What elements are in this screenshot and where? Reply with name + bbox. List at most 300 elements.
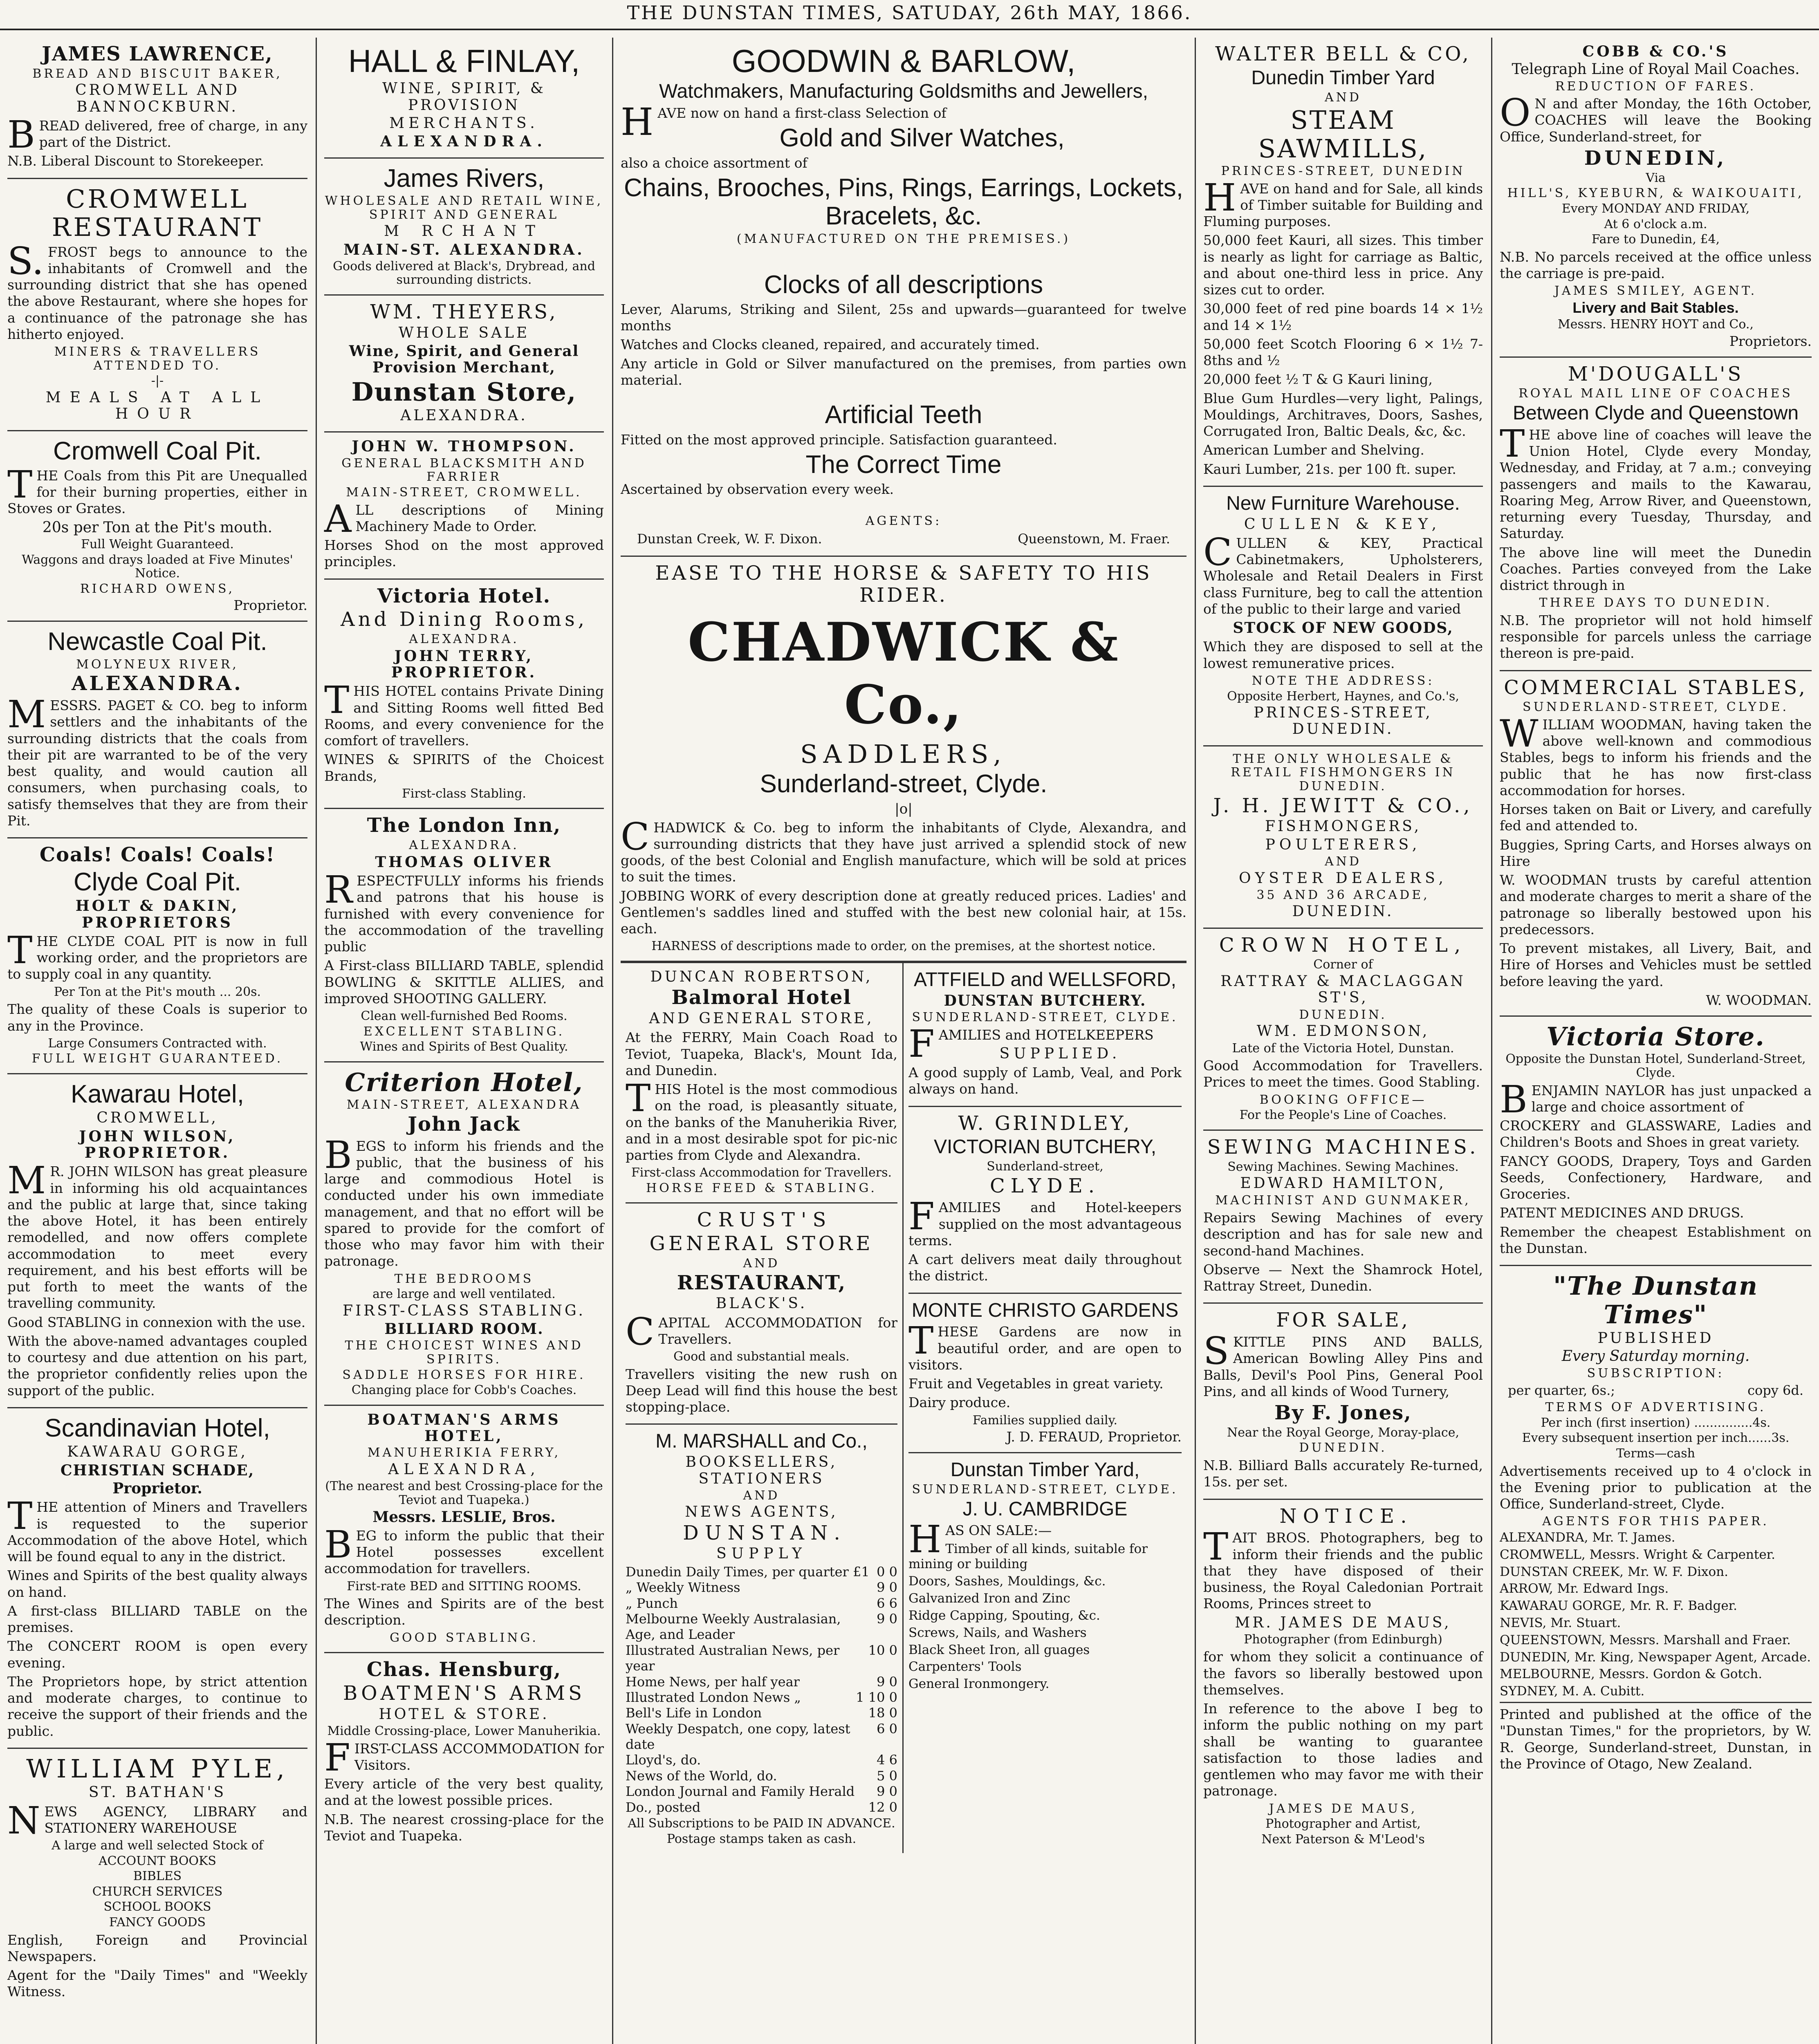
ad-newcastle-coal-pit [7,622,307,838]
ad-line: THE BEDROOMS [394,1271,534,1286]
route: Between Clyde and Queenstown [1512,402,1799,424]
trade: POULTERERS, [1265,836,1421,853]
ad-line: Horses Shod on the most approved principles. [324,537,604,570]
ad-title: Kawarau Hotel, [71,1080,244,1108]
store-name: Dunstan Store, [351,377,577,407]
ad-line: The CONCERT ROOM is open every evening. [7,1638,307,1671]
ad-line: A first-class BILLIARD TABLE on the premises. [7,1602,307,1635]
ad-line: Which they are disposed to sell at the lowest remunerative prices. [1203,639,1483,671]
ad-line: Families supplied daily. [972,1413,1118,1428]
ad-body: NEWS AGENCY, LIBRARY and STATIONERY WAREHOUSE [7,1798,307,1842]
destination: DUNEDIN, [1584,146,1727,170]
list-item: ARROW, Mr. Edward Ings. [1500,1581,1669,1596]
advertiser-name: Chas. Hensburg, [366,1658,562,1681]
headline: STOCK OF NEW GOODS, [1233,619,1453,637]
proprietor-name: RICHARD OWENS, [80,581,235,596]
ad-body: BREAD delivered, free of charge, in any part of the District. [7,112,307,157]
price-list [626,1564,897,1815]
ad-title: Scandinavian Hotel, [45,1414,270,1442]
list-item: ACCOUNT BOOKS [98,1853,216,1868]
ad-for-sale [1203,1304,1483,1499]
ad-line: Ascertained by observation every week. [621,481,894,498]
place: KAWARAU GORGE, [67,1443,248,1461]
place: ST. BATHAN'S [88,1784,227,1801]
ad-line: NOTE THE ADDRESS: [1252,673,1435,688]
ad-wm-theyers [324,296,604,433]
ad-line: Per inch (first insertion) ...............4s. [1541,1415,1771,1430]
column-4 [1196,38,1490,2044]
column-3 [613,38,1194,2044]
ad-title: SEWING MACHINES. [1207,1135,1479,1159]
ad-line: Horses taken on Bait or Livery, and carefully fed and attended to. [1500,801,1812,834]
trade: OYSTER DEALERS, [1238,870,1448,887]
ad-line: 20,000 feet ½ T & G Kauri lining, [1203,371,1433,388]
ad-line: MEALS AT ALL HOUR [45,389,269,423]
ad-line: Via [1646,170,1666,185]
price-row [626,1596,897,1611]
list-item: MELBOURNE, Messrs. Gordon & Gotch. [1500,1667,1763,1682]
list-item: Doors, Sashes, Mouldings, &c. [908,1574,1106,1589]
ad-note: N.B. Billiard Balls accurately Re-turned, 15s. per set. [1203,1457,1483,1490]
proprietor-name: WM. EDMONSON, [1256,1023,1430,1040]
price-item: Bell's Life in London [626,1705,762,1721]
ad-dunstan-timber-yard [908,1453,1182,1699]
ad-line: Buggies, Spring Carts, and Horses always on Hire [1500,836,1812,869]
headline: Clocks of all descriptions [764,270,1043,299]
trade: Wine, Spirit, and General Provision Merchant, [349,343,579,377]
ad-title: CROWN HOTEL, [1219,933,1467,957]
ad-line: All Subscriptions to be PAID IN ADVANCE. [628,1816,895,1831]
ad-line: EXCELLENT STABLING. [363,1024,565,1039]
advertiser-name: WALTER BELL & CO, [1215,43,1471,65]
ad-line: With the above-named advantages coupled to courtesy and due attention on his part, the proprietor confidently relies upon the support of the public. [7,1333,307,1399]
ad-note: (The nearest and best Crossing-place for the Teviot and Tuapeka.) [325,1479,603,1507]
ad-line: Clean well-furnished Bed Rooms. [361,1009,567,1024]
ad-line: English, Foreign and Provincial Newspapers. [7,1932,307,1964]
ad-body: ON and after Monday, the 16th October, COACHES will leave the Booking Office, Sunderland-street, for [1500,91,1812,145]
street: SUNDERLAND-STREET, CLYDE. [912,1010,1178,1024]
ad-body: S.FROST begs to announce to the inhabitants of Cromwell and the surrounding district that she has opened the above Restaurant, where she hopes for a continuance of the patronage she has hitherto enjoyed. [7,239,307,342]
agents-label: AGENTS FOR THIS PAPER. [1542,1514,1769,1529]
separator: -|- [151,374,164,388]
town: DUNEDIN. [1292,903,1394,920]
ad-m-marshall [626,1425,897,1853]
list-item: CROMWELL, Messrs. Wright & Carpenter. [1500,1547,1775,1562]
price-item: Weekly Despatch, one copy, latest date [626,1721,850,1753]
subscription-price: per quarter, 6s.; [1508,1383,1615,1399]
price-row [626,1674,897,1690]
ad-title: Victoria Store. [1546,1021,1765,1051]
ad-line: Good and substantial meals. [673,1349,850,1364]
separator: |o| [895,800,913,817]
column-2 [317,38,611,2044]
ad-line: Fitted on the most approved principle. Satisfaction guaranteed. [621,431,1057,448]
ad-criterion-hotel [324,1062,604,1406]
ad-line: At 6 o'clock a.m. [1604,217,1707,231]
ad-title: Criterion Hotel, [345,1067,583,1097]
price-value: 6 6 [877,1595,897,1611]
advertiser-name: EDWARD HAMILTON, [1240,1175,1446,1192]
town: ALEXANDRA. [72,672,243,695]
ad-cromwell-restaurant [7,179,307,431]
ad-line: Lever, Alarums, Striking and Silent, 25s and upwards—guaranteed for twelve months [621,301,1186,334]
ad-line: THREE DAYS TO DUNEDIN. [1539,596,1772,610]
ad-line: Every subsequent insertion per inch......3s. [1522,1431,1790,1446]
trade: SADDLERS, [800,739,1007,769]
proprietor-name: JOHN TERRY, PROPRIETOR. [391,647,537,681]
ad-line: The Proprietors hope, by strict attention and moderate charges, to continue to receive the support of their friends and the public. [7,1673,307,1739]
ad-title: Newcastle Coal Pit. [47,628,267,656]
ad-line: Travellers visiting the new rush on Deep Lead will find this house the best stopping-place. [626,1366,897,1415]
trade: WINE, SPIRIT, & PROVISION [382,80,546,114]
ad-title: BOATMEN'S ARMS [343,1682,585,1705]
price-value: 6 0 [877,1721,897,1737]
price-row [626,1721,897,1753]
column-5 [1492,38,1819,2044]
proprietor-name: W. WOODMAN. [1706,992,1812,1008]
ad-line: W. WOODMAN trusts by careful attention and moderate charges to merit a share of the patronage so liberally bestowed upon his predecessors. [1500,872,1812,937]
subscription-row [1508,1383,1803,1398]
connector: AND [743,1256,780,1271]
ad-line: also a choice assortment of [621,155,807,171]
ad-line: Large Consumers Contracted with. [48,1036,267,1051]
street: 35 AND 36 ARCADE, [1256,888,1430,902]
price-item: Illustrated London News „ [626,1689,801,1705]
slogan: EASE TO THE HORSE & SAFETY TO HIS RIDER. [655,562,1152,607]
ad-subtitle: Telegraph Line of Royal Mail Coaches. [1512,61,1800,78]
price-item: Do., posted [626,1799,701,1815]
ad-william-pyle [7,1749,307,2008]
proprietor-name: JOHN WILSON, PROPRIETOR. [79,1127,236,1162]
advertiser-name: M. MARSHALL and Co., [655,1430,868,1452]
trade: WHOLE SALE [398,324,530,341]
masthead-rule [0,29,1819,30]
ad-line: for whom they solicit a continuance of the favors so liberally bestowed upon themselves. [1203,1649,1483,1698]
agents-row [637,531,1170,547]
proprietor-name: J. U. CAMBRIDGE [962,1498,1128,1520]
ad-line: First-class Stabling. [402,786,526,801]
proprietor-role: Proprietor. [112,1479,202,1497]
price-row [626,1564,897,1580]
ad-duncan-robertson [626,963,897,1204]
sub-column-left [621,963,904,1853]
price-item: „ Punch [626,1595,678,1611]
ad-scandinavian-hotel [7,1408,307,1749]
price-row [626,1690,897,1705]
advertiser-name: MR. JAMES DE MAUS, [1235,1614,1451,1631]
place: Middle Crossing-place, Lower Manuherikia. [327,1724,601,1739]
advertiser-name: C R U S T ' S [697,1208,826,1232]
ad-hall-finlay [324,38,604,159]
ad-line: Photographer (from Edinburgh) [1244,1632,1442,1647]
trade: FISHMONGERS, [1265,818,1422,835]
masthead: THE DUNSTAN TIMES, SATUDAY, 26th MAY, 1866. [627,2,1192,24]
ad-body: FAMILIES and Hotel-keepers supplied on the most advantageous terms. [908,1195,1182,1248]
advertiser-name: WM. THEYERS, [370,300,558,324]
ad-body: THESE Gardens are now in beautiful order, and are open to visitors. [908,1319,1182,1373]
place: BLACK'S. [715,1295,807,1312]
ad-subtitle: HOTEL & STORE. [379,1706,550,1723]
ad-line: THE CHOICEST WINES AND SPIRITS. [345,1338,583,1367]
street: Sunderland-street, Clyde. [760,770,1047,798]
price-value: 9 0 [877,1580,897,1596]
street: RATTRAY & MACLAGGAN ST'S, [1220,973,1466,1006]
price-row [626,1752,897,1768]
ad-james-lawrence [7,38,307,179]
ad-line: SUPPLY [716,1545,807,1562]
ad-title: MONTE CHRISTO GARDENS [911,1299,1179,1321]
ad-line: First-class Accommodation for Travellers. [631,1165,892,1180]
ad-clyde-coal-pit [7,838,307,1074]
list-item: DUNSTAN CREEK, Mr. W. F. Dixon. [1500,1564,1729,1579]
ad-body: WILLIAM WOODMAN, having taken the above well-known and commodious Stables, begs to inform his friends and the public that he has now first-class accommodation for horses. [1500,711,1812,798]
ad-line: SADDLE HORSES FOR HIRE. [342,1367,586,1382]
ad-line: THE ONLY WHOLESALE & RETAIL FISHMONGERS IN DUNEDIN. [1231,751,1456,793]
ad-body: RESPECTFULLY informs his friends and patrons that his house is furnished with every convenience for the accommodation of the travelling public [324,868,604,955]
price-value: 9 0 [877,1611,897,1627]
ad-body: CHADWICK & Co. beg to inform the inhabitants of Clyde, Alexandra, and surrounding districts that they have just arrived a splendid stock of new goods, of the best Colonial and English manufacture, which will be sold at prices to suit the times. [621,814,1186,885]
place: Near the Royal George, Moray-place, [1227,1425,1460,1440]
ad-line: Any article in Gold or Silver manufactured on the premises, from parties own material. [621,355,1186,388]
list-item: BIBLES [133,1869,182,1884]
ad-line: Wines and Spirits of the best quality always on hand. [7,1567,307,1600]
ad-body: TAIT BROS. Photographers, beg to inform their friends and the public that they have disposed of their business, the Royal Caledonian Portrait Rooms, Princes street to [1203,1525,1483,1612]
ad-cromwell-coal-pit [7,431,307,622]
ad-line: Terms—cash [1616,1446,1696,1461]
price-value: 5 0 [877,1768,897,1784]
ad-title: CROMWELL RESTAURANT [52,184,263,242]
ad-subtitle: Sewing Machines. Sewing Machines. [1227,1159,1459,1174]
ad-line: BILLIARD ROOM. [384,1320,544,1338]
list-item: Carpenters' Tools [908,1659,1022,1674]
price-item: Illustrated Australian News, per year [626,1642,840,1674]
ad-note: N.B. The nearest crossing-place for the Teviot and Tuapeka. [324,1811,604,1844]
list-item: Black Sheet Iron, all guages [908,1642,1090,1657]
proprietor-name: THOMAS OLIVER [375,853,553,871]
ad-body: BEGS to inform his friends and the public, that the business of his large and commodious Hotel is conducted under his own immediate management, and that no effort will be spared to provide for the comfort of those who may favor him with their patronage. [324,1133,604,1269]
route: HILL'S, KYEBURN, & WAIKOUAITI, [1507,186,1804,201]
agent: Queenstown, M. Fraer. [1018,531,1170,547]
ad-line: Fruit and Vegetables in great variety. [908,1376,1164,1392]
street: MAIN-STREET, CROMWELL. [346,485,582,500]
town: ALEXANDRA. [409,632,519,647]
ad-boatmans-arms [324,1406,604,1653]
trade: NEWS AGENTS, [685,1504,838,1521]
place: MANUHERIKIA FERRY, [367,1446,561,1460]
ad-line: 50,000 feet Scotch Flooring 6 × 1½ 7-8ths and ½ [1203,336,1483,369]
ad-sewing-machines [1203,1131,1483,1304]
ad-title: Livery and Bait Stables. [1572,299,1739,316]
ad-victoria-hotel [324,580,604,809]
price-row [626,1768,897,1784]
ad-line: Good Accommodation for Travellers. Prices to meet the times. Good Stabling. [1203,1058,1483,1090]
price-value: 9 0 [877,1674,897,1690]
advertiser-name: CULLEN & KEY, [1244,515,1442,533]
ad-crusts-general-store [626,1204,897,1425]
ad-line: Photographer and Artist, [1265,1817,1421,1831]
ad-line: Corner of [1313,957,1373,972]
ad-note: N.B. Liberal Discount to Storekeeper. [7,153,264,169]
ad-jh-jewitt [1203,746,1483,929]
ad-body: HAS ON SALE:— [908,1517,1052,1562]
ad-line: American Lumber and Shelving. [1203,442,1424,458]
advertiser-name: JAMES LAWRENCE, [42,43,273,65]
ad-title: Dunstan Timber Yard, [950,1459,1140,1481]
ad-title: RESTAURANT, [677,1271,846,1294]
town: ALEXANDRA. [380,133,548,150]
ad-body: CAPITAL ACCOMMODATION for Travellers. [626,1309,897,1354]
ad-victoria-store [1500,1017,1812,1266]
ad-line: REDUCTION OF FARES. [1555,79,1756,94]
place: MOLYNEUX RIVER, [76,657,239,672]
ad-line: Waggons and drays loaded at Five Minutes' Notice. [22,552,293,581]
town: DUNEDIN. [1299,1441,1387,1455]
price-item: Lloyd's, do. [626,1752,701,1768]
ad-title: COMMERCIAL STABLES, [1504,676,1808,699]
ad-body: HAVE on hand and for Sale, all kinds of Timber suitable for Building and Fluming purposes. [1203,175,1483,230]
ad-title: Cromwell Coal Pit. [53,437,262,465]
ad-line: Every article of the very best quality, and at the lowest possible prices. [324,1776,604,1809]
ad-chas-hensburg [324,1653,604,1852]
ad-line: Full Weight Guaranteed. [81,537,234,551]
ad-note: N.B. No parcels received at the office unless the carriage is pre-paid. [1500,249,1812,281]
two-column-section [621,962,1186,1853]
list-item: Galvanized Iron and Zinc [908,1591,1070,1606]
ad-body: CULLEN & KEY, Practical Cabinetmakers, Upholsterers, Wholesale and Retail Dealers in First class Furniture, beg to call the attention of the public to their large and varied [1203,530,1483,617]
ad-line: Postage stamps taken as cash. [666,1831,857,1846]
proprietor-role: Proprietors. [1729,333,1812,349]
agent: Dunstan Creek, W. F. Dixon. [637,531,822,547]
ad-chadwick [621,557,1186,962]
trade: BREAD AND BISCUIT BAKER, [32,66,283,81]
ad-body: MR. JOHN WILSON has great pleasure in informing his old acquaintances and the public at large that, since taking the above Hotel, it has been entirely remodelled, and now offers complete accommodation to meet every requirement, and his best efforts will be put forth to meet the wants of the travelling community. [7,1159,307,1311]
ad-note: N.B. The proprietor will not hold himself responsible for parcels unless the carriage thereon is pre-paid. [1500,612,1812,661]
advertiser-name: DUNCAN ROBERTSON, [650,968,873,985]
ad-line: Changing place for Cobb's Coaches. [351,1383,577,1398]
place: Opposite the Dunstan Hotel, Sunderland-Street, Clyde. [1505,1052,1806,1080]
trade: WHOLESALE AND RETAIL WINE, SPIRIT AND GENERAL [325,194,603,222]
price-item: News of the World, do. [626,1768,777,1784]
ad-monte-christo [908,1294,1182,1454]
ad-title: Clyde Coal Pit. [73,867,242,896]
place: At the FERRY, Main Coach Road to Teviot, Tuapeka, Black's, Mount Ida, and Dunedin. [626,1029,897,1078]
ad-subtitle: And Dining Rooms, [341,608,588,631]
ad-body: BEG to inform the public that their Hotel possesses excellent accommodation for travellers. [324,1522,604,1577]
ad-line: Every MONDAY AND FRIDAY, [1561,201,1750,216]
town: D U N S T A N . [683,1521,840,1544]
subscription-copy: copy 6d. [1747,1383,1803,1399]
ad-line: PATENT MEDICINES AND DRUGS. [1500,1205,1744,1221]
ad-line: FULL WEIGHT GUARANTEED. [31,1051,283,1066]
ad-line: 30,000 feet of red pine boards 14 × 1½ and 14 × 1½ [1203,300,1483,333]
advertiser-name: By F. Jones, [1274,1401,1412,1425]
proprietor-name: Messrs. HENRY HOYT and Co., [1557,317,1754,332]
street: Sunderland-street, [987,1159,1104,1174]
ad-title: VICTORIAN BUTCHERY, [933,1136,1157,1158]
ad-line: A First-class BILLIARD TABLE, splendid BOWLING & SKITTLE ALLIES, and improved SHOOTING GALLERY. [324,957,604,1006]
advertiser-name: JOHN W. THOMPSON. [352,438,576,455]
ad-title: New Furniture Warehouse. [1226,492,1460,514]
town: ALEXANDRA, [388,1461,540,1478]
ad-line: JOBBING WORK of every description done at greatly reduced prices. Ladies' and Gentlemen's saddles lined and stuffed with the best new colonial hair, at 15s. each. [621,888,1186,937]
ad-line: Every Saturday morning. [1561,1348,1750,1365]
street: MAIN-STREET, ALEXANDRA [346,1098,582,1112]
price-value: 10 0 [868,1642,897,1658]
proprietor-name: J. D. FERAUD, Proprietor. [1006,1429,1182,1445]
street: SUNDERLAND-STREET, CLYDE. [1522,700,1789,715]
ad-body: SKITTLE PINS AND BALLS, American Bowling Alley Pins and Balls, Devil's Pool Pins, General Pool Pins, and all kinds of Wood Turnery, [1203,1329,1483,1399]
ad-line: Dairy produce. [908,1394,1011,1411]
ad-title: GENERAL STORE [649,1232,874,1255]
ad-title: STEAM SAWMILLS, [1258,105,1428,164]
ad-line: PUBLISHED [1597,1329,1714,1347]
ad-line: SUPPLIED. [999,1045,1121,1062]
column-1 [0,38,315,2044]
advertiser-name: J. H. JEWITT & CO., [1213,794,1473,817]
ad-body: FAMILIES and HOTELKEEPERS [908,1022,1154,1066]
headline: Artificial Teeth [825,401,982,429]
price-value: 0 0 [877,1564,897,1580]
advertiser-name: GOODWIN & BARLOW, [731,43,1076,79]
ad-london-inn [324,809,604,1062]
ad-title: N O T I C E . [1279,1504,1407,1528]
list-item: General Ironmongery. [908,1676,1050,1692]
connector: AND [1325,854,1361,869]
trade: MERCHANTS. [389,114,539,132]
price: Per Ton at the Pit's mouth ... 20s. [54,984,261,999]
price-value: 9 0 [877,1784,897,1800]
trade: Watchmakers, Manufacturing Goldsmiths and Jewellers, [659,81,1148,103]
ad-body: BENJAMIN NAYLOR has just unpacked a large and choice assortment of [1500,1077,1812,1121]
price-row [626,1611,897,1643]
list-item: SYDNEY, M. A. Cubitt. [1500,1684,1645,1699]
ad-body: ALL descriptions of Mining Machinery Made to Order. [324,497,604,541]
ad-line: The quality of these Coals is superior to any in the Province. [7,1001,307,1034]
ad-body: THE Coals from this Pit are Unequalled for their burning properties, either in Stoves or Grates. [7,462,307,517]
ad-body: Goods delivered at Black's, Drybread, and surrounding districts. [333,259,595,287]
ad-goodwin-barlow [621,38,1186,557]
agents-label: AGENTS: [865,513,942,528]
price-row [626,1643,897,1674]
advertiser-name: M'DOUGALL'S [1568,362,1744,385]
ad-line: The above line will meet the Dunedin Coaches. Parties conveyed from the Lake district through in [1500,544,1812,594]
ad-line: For the People's Line of Coaches. [1239,1108,1447,1123]
price: 20s per Ton at the Pit's mouth. [42,519,273,536]
price-value: 4 6 [877,1752,897,1768]
ad-body: Repairs Sewing Machines of every description and has for sale new and second-hand Machines. [1203,1210,1483,1259]
ad-attfield-wellsford [908,963,1182,1107]
paper-title: "The Dunstan Times" [1553,1271,1758,1329]
street: PRINCES-STREET, DUNEDIN [1221,164,1465,178]
town: ALEXANDRA. [400,407,528,424]
ad-line: The Wines and Spirits are of the best description. [324,1596,604,1628]
ad-john-thompson [324,433,604,579]
ad-line: GOOD STABLING. [390,1630,538,1645]
trade: M RCHANT [384,223,544,240]
street: SUNDERLAND-STREET, CLYDE. [912,1482,1178,1497]
ad-commercial-stables [1500,671,1812,1017]
ad-line: Observe — Next the Shamrock Hotel, Rattray Street, Dunedin. [1203,1261,1483,1294]
advertiser-name: HALL & FINLAY, [348,43,580,79]
printer-imprint: Printed and published at the office of the "Dunstan Times," for the proprietors, by W. R. George, Sunderland-street, Dunstan, in the Province of Otago, New Zealand. [1500,1702,1812,1772]
price-row [626,1784,897,1799]
ad-body: THIS Hotel is the most commodious on the road, is pleasantly situate, on the banks of the Manuherikia River, and in a most desirable spot for pic-nic parties from Clyde and Alexandra. [626,1076,897,1163]
ad-title: DUNSTAN BUTCHERY. [944,992,1146,1009]
ad-mdougall [1500,358,1812,671]
trade: BOOKSELLERS, STATIONERS [685,1454,838,1487]
ad-line: Kauri Lumber, 21s. per 100 ft. super. [1203,461,1456,477]
ad-line: Next Paterson & M'Leod's [1261,1832,1425,1847]
